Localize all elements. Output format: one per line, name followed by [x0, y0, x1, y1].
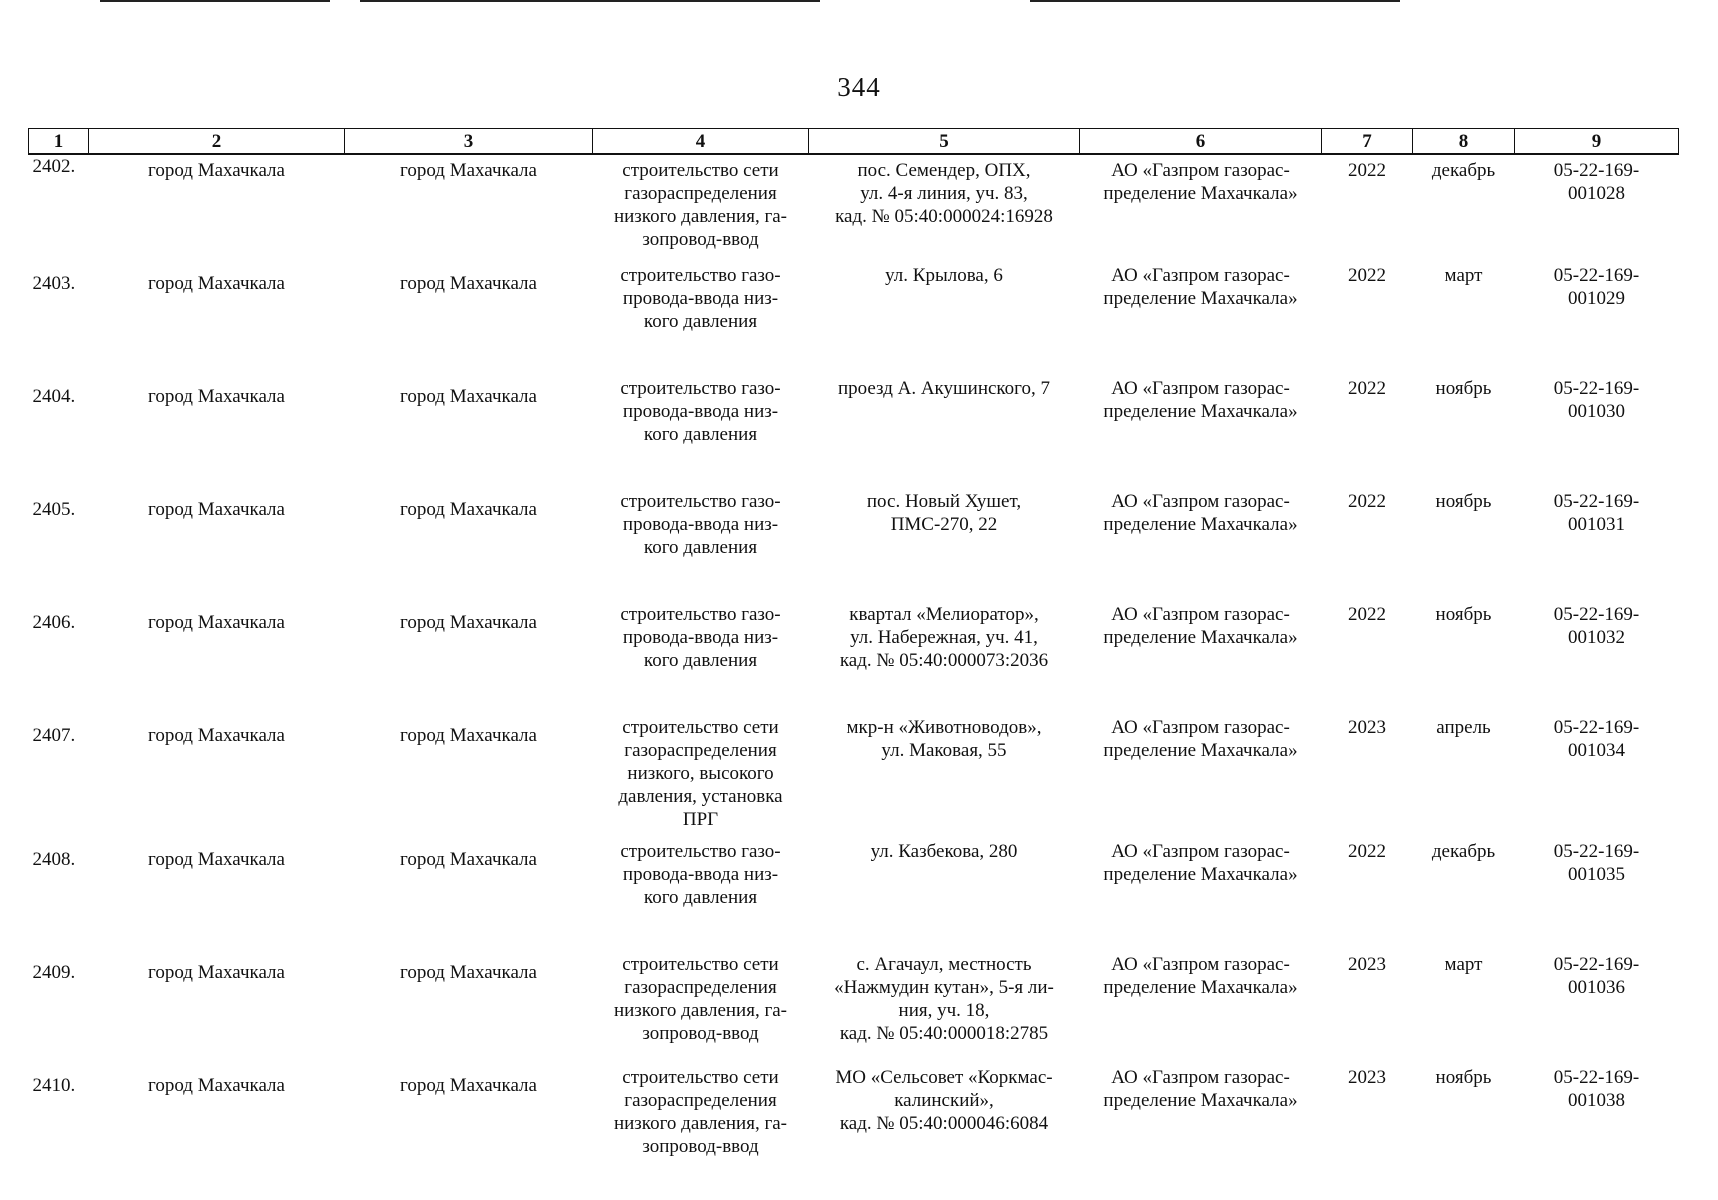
table-row	[29, 373, 1679, 486]
month-cell: март	[1444, 954, 1483, 975]
object-cell: строительство газо- провода-ввода низ- кого давления	[620, 604, 781, 671]
month-cell: ноябрь	[1435, 604, 1492, 625]
month-cell: ноябрь	[1435, 1067, 1492, 1088]
settlement-cell: город Махачкала	[400, 849, 537, 870]
district-cell: город Махачкала	[148, 725, 285, 746]
code-cell: 05-22-169- 001034	[1553, 717, 1640, 761]
table-row	[29, 1062, 1679, 1175]
year-cell: 2022	[1348, 160, 1386, 181]
year-cell: 2022	[1348, 604, 1386, 625]
year-cell: 2022	[1348, 265, 1386, 286]
table-row	[29, 154, 1679, 260]
address-cell: ул. Казбекова, 280	[870, 841, 1018, 862]
code-cell: 05-22-169- 001028	[1553, 160, 1640, 204]
address-cell: ул. Крылова, 6	[885, 265, 1003, 286]
table-row	[29, 486, 1679, 599]
district-cell: город Махачкала	[148, 499, 285, 520]
row-number: 2404.	[32, 386, 76, 407]
table-row	[29, 949, 1679, 1062]
address-cell: пос. Новый Хушет, ПМС-270, 22	[866, 491, 1022, 535]
register-table	[28, 128, 1679, 1175]
address-cell: МО «Сельсовет «Коркмас- калинский», кад. № 05:40:000046:6084	[835, 1067, 1053, 1134]
row-number: 2406.	[32, 612, 76, 633]
code-cell: 05-22-169- 001035	[1553, 841, 1640, 885]
column-header: 5	[809, 129, 1080, 155]
organization-cell: АО «Газпром газорас- пределение Махачкала»	[1103, 491, 1298, 535]
address-cell: мкр-н «Животноводов», ул. Маковая, 55	[846, 717, 1042, 761]
district-cell: город Махачкала	[148, 386, 285, 407]
organization-cell: АО «Газпром газорас- пределение Махачкала»	[1103, 841, 1298, 885]
district-cell: город Махачкала	[148, 612, 285, 633]
object-cell: строительство газо- провода-ввода низ- кого давления	[620, 491, 781, 558]
year-cell: 2022	[1348, 841, 1386, 862]
object-cell: строительство сети газораспределения низкого давления, га- зопровод-ввод	[613, 160, 788, 250]
month-cell: апрель	[1436, 717, 1491, 738]
month-cell: декабрь	[1431, 160, 1496, 181]
object-cell: строительство сети газораспределения низкого, высокого давления, установка ПРГ	[618, 717, 783, 830]
table-row	[29, 712, 1679, 836]
month-cell: ноябрь	[1435, 491, 1492, 512]
organization-cell: АО «Газпром газорас- пределение Махачкала»	[1103, 604, 1298, 648]
code-cell: 05-22-169- 001032	[1553, 604, 1640, 648]
column-header: 7	[1322, 129, 1413, 155]
top-rule-left	[100, 0, 330, 2]
settlement-cell: город Махачкала	[400, 160, 537, 181]
code-cell: 05-22-169- 001031	[1553, 491, 1640, 535]
district-cell: город Махачкала	[148, 849, 285, 870]
row-number: 2403.	[32, 273, 76, 294]
address-cell: с. Агачаул, местность «Нажмудин кутан», 5-я ли- ния, уч. 18, кад. № 05:40:000018:2785	[834, 954, 1054, 1044]
district-cell: город Махачкала	[148, 160, 285, 181]
month-cell: ноябрь	[1435, 378, 1492, 399]
month-cell: март	[1444, 265, 1483, 286]
year-cell: 2022	[1348, 491, 1386, 512]
column-header: 9	[1515, 129, 1679, 155]
address-cell: пос. Семендер, ОПХ, ул. 4-я линия, уч. 83, кад. № 05:40:000024:16928	[835, 160, 1053, 227]
district-cell: город Махачкала	[148, 962, 285, 983]
month-cell: декабрь	[1431, 841, 1496, 862]
top-rule-right	[1030, 0, 1400, 2]
year-cell: 2023	[1348, 1067, 1386, 1088]
code-cell: 05-22-169- 001029	[1553, 265, 1640, 309]
settlement-cell: город Махачкала	[400, 612, 537, 633]
address-cell: проезд А. Акушинского, 7	[837, 378, 1051, 399]
organization-cell: АО «Газпром газорас- пределение Махачкала»	[1103, 160, 1298, 204]
year-cell: 2022	[1348, 378, 1386, 399]
settlement-cell: город Махачкала	[400, 499, 537, 520]
object-cell: строительство газо- провода-ввода низ- кого давления	[620, 378, 781, 445]
object-cell: строительство газо- провода-ввода низ- кого давления	[620, 265, 781, 332]
column-header: 4	[593, 129, 809, 155]
organization-cell: АО «Газпром газорас- пределение Махачкала»	[1103, 1067, 1298, 1111]
row-number: 2402.	[32, 156, 76, 177]
code-cell: 05-22-169- 001038	[1553, 1067, 1640, 1111]
table-row	[29, 836, 1679, 949]
column-header: 8	[1413, 129, 1515, 155]
object-cell: строительство сети газораспределения низкого давления, га- зопровод-ввод	[613, 1067, 788, 1157]
top-rule-center	[360, 0, 820, 2]
table-row	[29, 599, 1679, 712]
column-header: 3	[345, 129, 593, 155]
settlement-cell: город Махачкала	[400, 1075, 537, 1096]
organization-cell: АО «Газпром газорас- пределение Махачкала»	[1103, 378, 1298, 422]
district-cell: город Махачкала	[148, 273, 285, 294]
code-cell: 05-22-169- 001036	[1553, 954, 1640, 998]
object-cell: строительство сети газораспределения низкого давления, га- зопровод-ввод	[613, 954, 788, 1044]
column-header: 1	[29, 129, 89, 155]
year-cell: 2023	[1348, 954, 1386, 975]
row-number: 2409.	[32, 962, 76, 983]
settlement-cell: город Махачкала	[400, 386, 537, 407]
column-header: 6	[1080, 129, 1322, 155]
object-cell: строительство газо- провода-ввода низ- кого давления	[620, 841, 781, 908]
row-number: 2410.	[32, 1075, 76, 1096]
settlement-cell: город Махачкала	[400, 725, 537, 746]
organization-cell: АО «Газпром газорас- пределение Махачкала»	[1103, 265, 1298, 309]
row-number: 2407.	[32, 725, 76, 746]
column-header: 2	[89, 129, 345, 155]
organization-cell: АО «Газпром газорас- пределение Махачкала»	[1103, 954, 1298, 998]
row-number: 2405.	[32, 499, 76, 520]
settlement-cell: город Махачкала	[400, 962, 537, 983]
code-cell: 05-22-169- 001030	[1553, 378, 1640, 422]
table-row	[29, 260, 1679, 373]
settlement-cell: город Махачкала	[400, 273, 537, 294]
address-cell: квартал «Мелиоратор», ул. Набережная, уч. 41, кад. № 05:40:000073:2036	[839, 604, 1049, 671]
row-number: 2408.	[32, 849, 76, 870]
header-row	[29, 129, 1679, 155]
organization-cell: АО «Газпром газорас- пределение Махачкала»	[1103, 717, 1298, 761]
district-cell: город Махачкала	[148, 1075, 285, 1096]
year-cell: 2023	[1348, 717, 1386, 738]
page-number: 344	[837, 72, 881, 102]
